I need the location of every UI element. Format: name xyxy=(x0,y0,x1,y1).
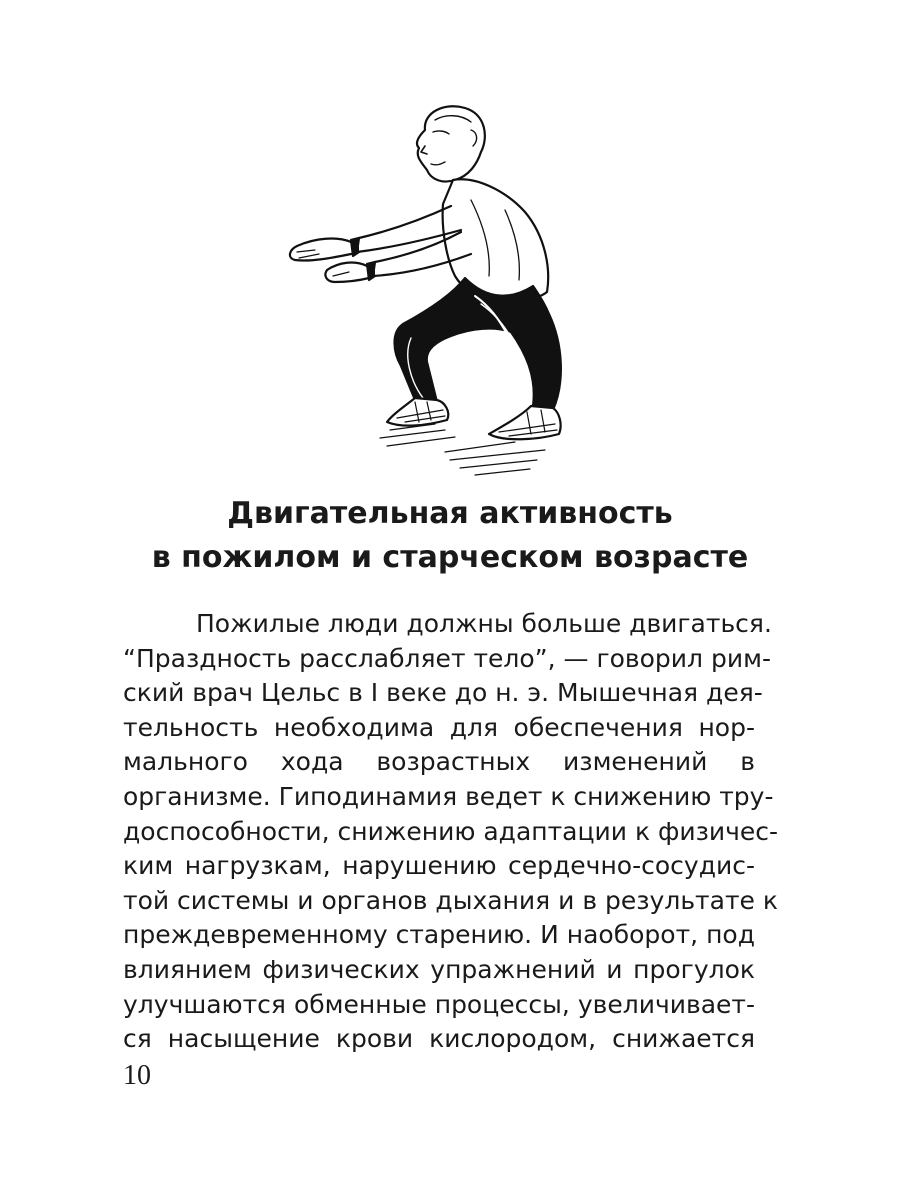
body-paragraph xyxy=(123,607,779,1057)
paragraph-line: тельность необходима для обеспечения нор- xyxy=(123,712,755,742)
page-number: 10 xyxy=(123,1060,151,1091)
paragraph-line: “Праздность расслабляет тело”, — говорил рим- xyxy=(123,643,771,673)
paragraph-line: организме. Гиподинамия ведет к снижению тру- xyxy=(123,781,774,811)
paragraph-line: Пожилые люди должны больше двигаться. xyxy=(196,609,772,638)
paragraph-line: той системы и органов дыхания и в результате к xyxy=(123,885,778,915)
hand-left xyxy=(290,239,351,261)
paragraph-line: улучшаются обменные процессы, увеличивает- xyxy=(123,989,755,1019)
torso xyxy=(443,179,549,301)
paragraph-line: влиянием физических упражнений и прогулок xyxy=(123,954,755,984)
paragraph-line: доспособности, снижению адаптации к физичес- xyxy=(123,816,779,846)
elderly-man-exercise-illustration xyxy=(275,100,575,480)
paragraph-line: ким нагрузкам, нарушению сердечно-сосудис- xyxy=(123,851,755,881)
paragraph-line: мального хода возрастных изменений в xyxy=(123,747,755,777)
paragraph-line: ский врач Цельс в I веке до н. э. Мышечная дея- xyxy=(123,678,763,708)
title-line-1: Двигательная активность xyxy=(227,496,673,531)
paragraph-line: преждевременному старению. И наоборот, под xyxy=(123,920,755,950)
paragraph-line: ся насыщение крови кислородом, снижается xyxy=(123,1024,755,1054)
shoe-left xyxy=(387,398,448,426)
title-line-2: в пожилом и старческом возрасте xyxy=(151,540,749,575)
section-title xyxy=(100,492,800,580)
